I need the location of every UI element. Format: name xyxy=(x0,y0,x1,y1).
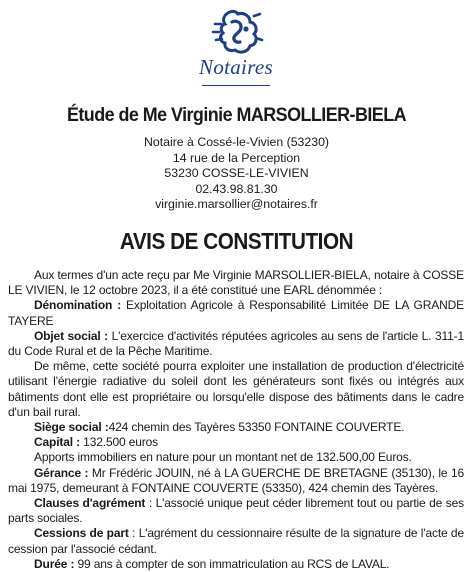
paragraph-text: 132.500 euros xyxy=(80,435,158,450)
paragraph-label: Clauses d'agrément xyxy=(34,496,146,511)
notice-paragraph xyxy=(8,298,464,328)
paragraph-text: Exploitation Agricole à Responsabilité Limitée DE LA GRANDE TAYERE xyxy=(8,298,464,328)
paragraph-text: Mr Frédéric JOUIN, né à LA GUERCHE DE BRETAGNE (35130), le 16 mai 1975, demeurant à FONTAINE COUVERTE (53350), 424 chemin des Tayères. xyxy=(8,465,464,495)
notice-paragraph xyxy=(8,359,464,420)
paragraph-text: 424 chemin des Tayères 53350 FONTAINE COUVERTE. xyxy=(108,420,405,435)
notice-paragraph xyxy=(8,450,464,465)
paragraph-label: Durée : xyxy=(34,556,75,571)
notice-body xyxy=(8,268,464,572)
paragraph-text: : L'agrément du cessionnaire résulte de la signature de l'acte de cession par l'associé cédant. xyxy=(8,526,464,556)
notice-paragraph xyxy=(8,420,464,435)
notice-paragraph xyxy=(8,557,464,572)
contact-line-phone: 02.43.98.81.30 xyxy=(195,181,278,196)
paragraph-label: Dénomination : xyxy=(34,298,122,313)
notice-paragraph xyxy=(8,268,464,298)
paragraph-label: Objet social : xyxy=(34,328,109,343)
notice-title: AVIS DE CONSTITUTION xyxy=(119,228,354,254)
notice-paragraph xyxy=(8,329,464,359)
logo-text: Notaires xyxy=(199,55,273,79)
contact-line-notary: Notaire à Cossé-le-Vivien (53230) xyxy=(144,135,329,149)
paragraph-label: Gérance : xyxy=(34,465,89,480)
notice-paragraph xyxy=(8,435,464,450)
paragraph-text: L'exercice d'activités réputées agricoles au sens de l'article L. 311-1 du Code Rural et de la Pêche Maritime. xyxy=(8,328,464,359)
notaires-logo xyxy=(180,8,292,100)
paragraph-label: Cessions de part xyxy=(34,526,129,541)
notice-paragraph xyxy=(8,496,464,526)
contact-line-city: 53230 COSSE-LE-VIVIEN xyxy=(164,166,309,181)
paragraph-text: Apports immobiliers en nature pour un montant net de 132.500,00 Euros. xyxy=(34,450,412,465)
paragraph-text: Aux termes d'un acte reçu par Me Virginie MARSOLLIER-BIELA, notaire à COSSE LE VIVIEN, le 12 octobre 2023, il a été constitué une EARL dénommée : xyxy=(8,268,464,298)
contact-line-email[interactable]: virginie.marsollier@notaires.fr xyxy=(155,197,318,212)
study-title: Étude de Me Virginie MARSOLLIER-BIELA xyxy=(66,104,407,126)
logo-divider xyxy=(202,85,270,86)
paragraph-label: Siège social : xyxy=(34,420,109,435)
paragraph-text: De même, cette société pourra exploiter une installation de production d'électricité utilisant l'énergie radiative du soleil dont les générateurs sont fixés ou intégrés aux bâtiments dont elle est propriétaire ou lorsqu'elle dispose des bâtiments dans le cadre d'un bail rural. xyxy=(8,359,464,419)
notice-paragraph xyxy=(8,526,464,556)
paragraph-text: 99 ans à compter de son immatriculation au RCS de LAVAL. xyxy=(74,556,390,571)
paragraph-label: Capital : xyxy=(34,435,80,450)
notice-paragraph xyxy=(8,466,464,496)
study-contact xyxy=(0,135,473,213)
paragraph-text: : L'associé unique peut céder librement tout ou partie de ses parts sociales. xyxy=(8,496,464,526)
notaires-marianne-icon xyxy=(210,8,264,56)
contact-line-street: 14 rue de la Perception xyxy=(172,150,301,165)
